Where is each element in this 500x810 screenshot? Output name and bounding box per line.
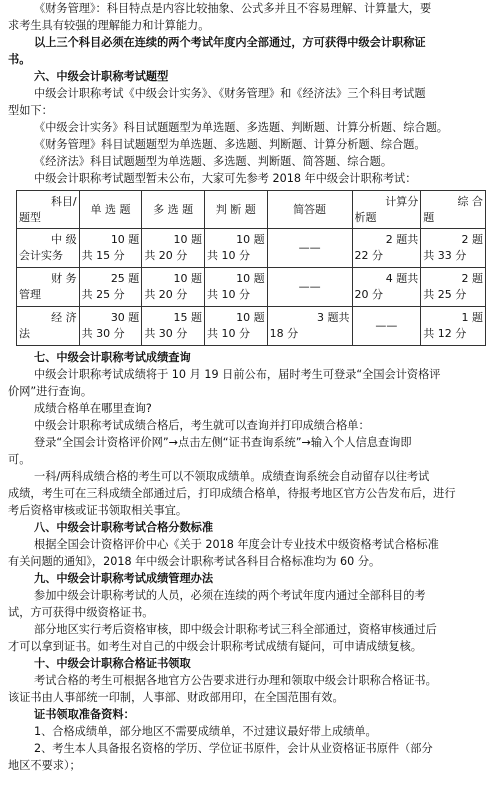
section10-subheading: 证书领取准备资料：: [34, 708, 135, 721]
section6-p4: 《经济法》科目试题题型为单选题、多选题、判断题、简答题、综合题。: [34, 155, 393, 168]
cell-short: ——: [267, 229, 352, 268]
cell-single: 25 题 共 25 分: [79, 268, 142, 307]
cell-multi: 10 题 共 20 分: [142, 268, 205, 307]
section10-item2-line2: 地区不要求）；: [8, 759, 81, 772]
section7-p4-line2: 成绩，考生可在三科成绩全部通过后，打印成绩合格单，待报考地区官方公告发布后，进行: [8, 487, 456, 500]
header-comp: 综 合 题: [421, 191, 486, 229]
table-row: [17, 229, 486, 268]
cell-calc: 2 题共 22 分: [352, 229, 421, 268]
cell-short: 3 题共 18 分: [267, 307, 352, 346]
section9-p1-line1: 参加中级会计职称考试的人员，必须在连续的两个考试年度内通过全部科目的考: [34, 589, 426, 602]
pass-rule-line2: 书。: [8, 53, 31, 66]
header-single: 单 选 题: [79, 191, 142, 229]
section7-p2: 中级会计职称考试成绩合格后，考生就可以查询并打印成绩合格单：: [34, 419, 370, 432]
cell-calc: 4 题共 20 分: [352, 268, 421, 307]
section6-p3: 《财务管理》科目试题题型为单选题、多选题、判断题、计算分析题、综合题。: [34, 138, 426, 151]
cell-single: 30 题 共 30 分: [79, 307, 142, 346]
cell-comp: 1 题 共 12 分: [421, 307, 486, 346]
header-judge: 判 断 题: [204, 191, 267, 229]
cell-multi: 10 题 共 20 分: [142, 229, 205, 268]
section7-p4-line3: 考后资格审核或证书领取相关事宜。: [8, 504, 188, 517]
section7-p4-line1: 一科/两科成绩合格的考生可以不领取成绩单。成绩查询系统会自动留存以往考试: [34, 470, 430, 483]
header-multi: 多 选 题: [142, 191, 205, 229]
finance-note-line1: 《财务管理》：科目特点是内容比较抽象、公式多并且不容易理解、计算量大，要: [34, 2, 432, 15]
table-row: [17, 307, 486, 346]
section7-p1-line1: 中级会计职称考试成绩将于 10 月 19 日前公布，届时考生可登录“全国会计资格评: [34, 368, 441, 381]
section8-heading: 八、中级会计职称考试合格分数标准: [34, 521, 214, 534]
exam-format-table: [16, 190, 486, 346]
pass-rule-line1: 以上三个科目必须在连续的两个考试年度内全部通过，方可获得中级会计职称证: [34, 36, 426, 49]
section9-p2-line1: 部分地区实行考后资格审核，即中级会计职称考试三科全部通过，资格审核通过后: [34, 623, 437, 636]
header-subject: 科目/ 题型: [17, 191, 80, 229]
section7-question: 成绩合格单在哪里查询?: [34, 402, 152, 415]
cell-comp: 2 题 共 25 分: [421, 268, 486, 307]
cell-subject: 中 级 会计实务: [17, 229, 80, 268]
section9-p1-line2: 试，方可获得中级资格证书。: [8, 606, 154, 619]
cell-subject: 经 济 法: [17, 307, 80, 346]
cell-calc: ——: [352, 307, 421, 346]
section9-p2-line2: 才可以拿到证书。如考生对自己的中级会计职称考试成绩有疑问，可申请成绩复核。: [8, 640, 422, 653]
cell-short: ——: [267, 268, 352, 307]
section10-p1-line1: 考试合格的考生可根据各地官方公告要求进行办理和领取中级会计职称合格证书。: [34, 674, 437, 687]
section6-heading: 六、中级会计职称考试题型: [34, 70, 169, 83]
header-short: 简答题: [267, 191, 352, 229]
section7-heading: 七、中级会计职称考试成绩查询: [34, 351, 191, 364]
section6-p1-line1: 中级会计职称考试《中级会计实务》、《财务管理》和《经济法》三个科目考试题: [34, 87, 426, 100]
section10-item1: 1、合格成绩单，部分地区不需要成绩单，不过建议最好带上成绩单。: [34, 725, 377, 738]
section10-item2-line1: 2、考生本人具备报名资格的学历、学位证书原件，会计从业资格证书原件（部分: [34, 742, 433, 755]
table-intro: 中级会计职称考试题型暂未公布，大家可先参考 2018 年中级会计职称考试：: [34, 172, 417, 185]
cell-judge: 10 题 共 10 分: [204, 229, 267, 268]
cell-multi: 15 题 共 30 分: [142, 307, 205, 346]
section10-heading: 十、中级会计职称合格证书领取: [34, 657, 191, 670]
section6-p2: 《中级会计实务》科目试题题型为单选题、多选题、判断题、计算分析题、综合题。: [34, 121, 448, 134]
section7-p3-line2: 可。: [8, 453, 31, 466]
table-header-row: [17, 191, 486, 229]
finance-note-line2: 求考生具有较强的理解能力和计算能力。: [8, 19, 210, 32]
cell-comp: 2 题 共 33 分: [421, 229, 486, 268]
cell-subject: 财 务 管理: [17, 268, 80, 307]
table-row: [17, 268, 486, 307]
cell-single: 10 题 共 15 分: [79, 229, 142, 268]
header-calc: 计算分 析题: [352, 191, 421, 229]
section9-heading: 九、中级会计职称考试成绩管理办法: [34, 572, 214, 585]
cell-judge: 10 题 共 10 分: [204, 268, 267, 307]
cell-judge: 10 题 共 10 分: [204, 307, 267, 346]
section10-p1-line2: 该证书由人事部统一印制，人事部、财政部用印，在全国范围有效。: [8, 691, 344, 704]
section7-p3-line1: 登录“全国会计资格评价网”→点击左侧“证书查询系统”→输入个人信息查询即: [34, 436, 412, 449]
section8-p1-line1: 根据全国会计资格评价中心《关于 2018 年度会计专业技术中级资格考试合格标准: [34, 538, 439, 551]
section8-p1-line2: 有关问题的通知》，2018 年中级会计职称考试各科目合格标准均为 60 分。: [8, 555, 381, 568]
section6-p1-line2: 型如下：: [8, 104, 53, 117]
section7-p1-line2: 价网”进行查询。: [8, 385, 93, 398]
